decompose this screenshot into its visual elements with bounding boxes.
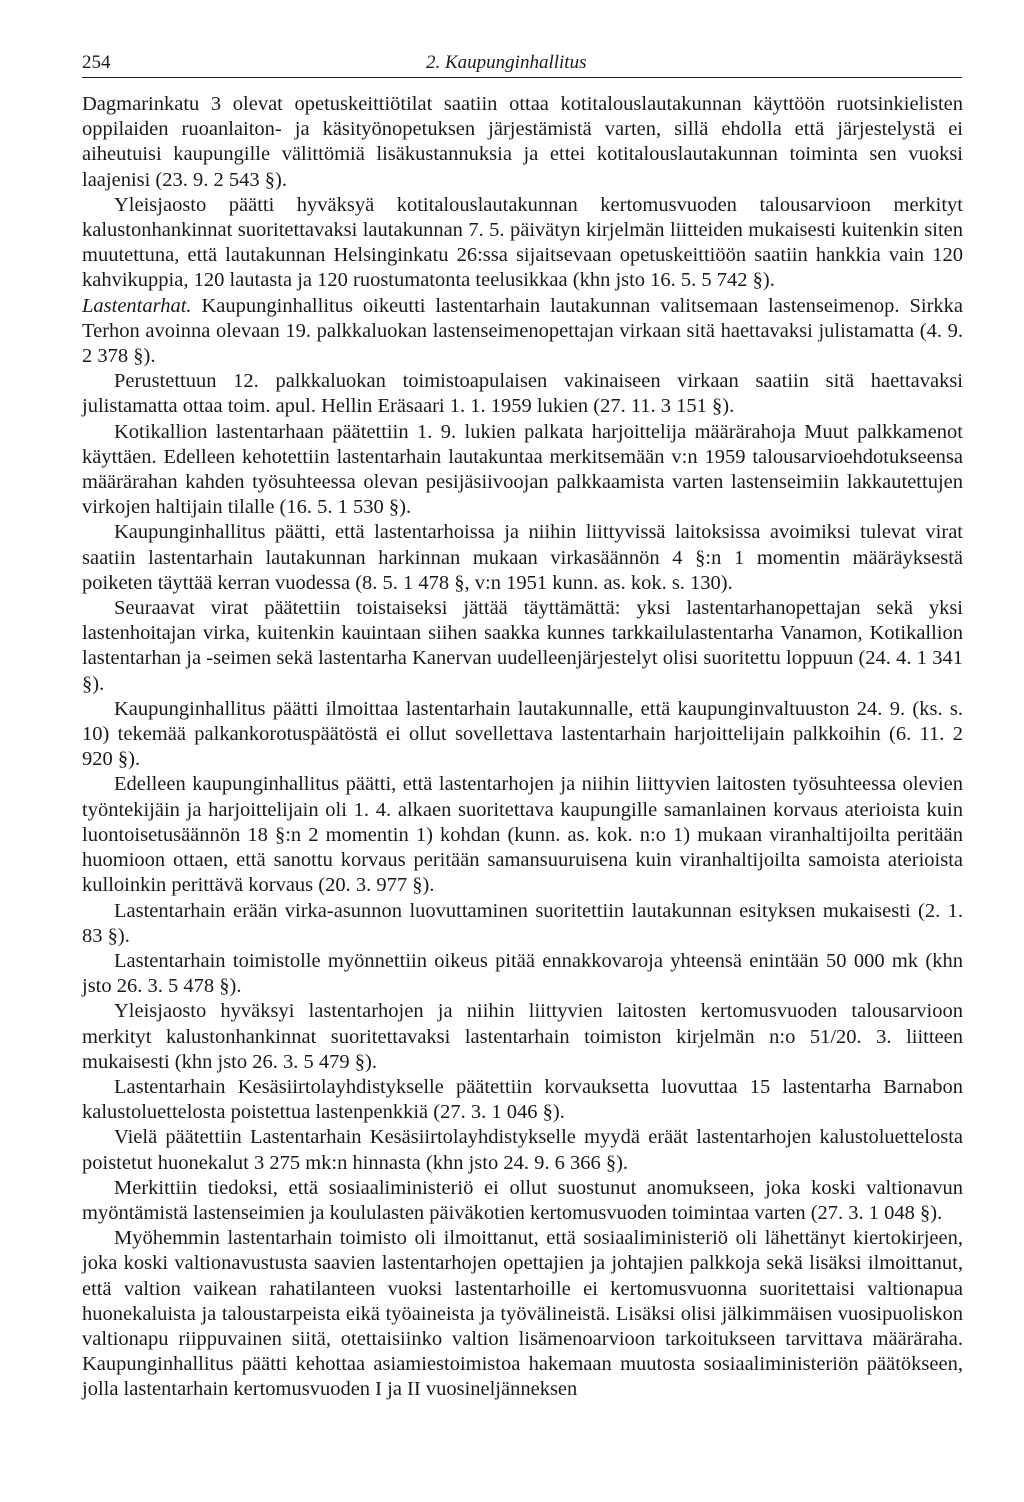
document-body: [82, 92, 963, 1403]
paragraph: Kaupunginhallitus päätti ilmoittaa lastentarhain lautakunnalle, että kaupunginvaltuuston 24. 9. (ks. s. 10) tekemää palkankorotuspäätöstä ei ollut sovellettava lastentarhain harjoittelijain palkkoihin (6. 11. 2 920 §).: [82, 697, 963, 771]
paragraph: Lastentarhain Kesäsiirtolayhdistykselle päätettiin korvauksetta luovuttaa 15 lastentarha Barnabon kalustoluettelosta poistettua lastenpenkkiä (27. 3. 1 046 §).: [82, 1075, 963, 1124]
paragraph: Kotikallion lastentarhaan päätettiin 1. 9. lukien palkata harjoittelija määrärahoja Muut palkkamenot käyttäen. Edelleen kehotettiin lastentarhain lautakuntaa merkitsemään v:n 1959 talousarvioehdotukseensa määrärahan kahden työsuhteessa olevan pesijäsiivoojan palkkaamista varten lastenseimiin lakkautettujen virkojen haltijain tilalle (16. 5. 1 530 §).: [82, 420, 963, 519]
paragraph: Dagmarinkatu 3 olevat opetuskeittiötilat saatiin ottaa kotitalouslautakunnan käyttöön ruotsinkielisten oppilaiden ruoanlaiton- ja käsityönopetuksen järjestämistä varten, sillä ehdolla että järjestelystä ei aiheutuisi kaupungille välittömiä lisäkustannuksia ja ettei kotitalouslautakunnan toiminta sen vuoksi laajenisi (23. 9. 2 543 §).: [82, 93, 963, 191]
paragraph: Lastentarhain erään virka-asunnon luovuttaminen suoritettiin lautakunnan esityksen mukaisesti (2. 1. 83 §).: [82, 899, 963, 947]
paragraph-text: Kaupunginhallitus oikeutti lastentarhain lautakunnan valitsemaan lastenseimenop. Sirkka Terhon avoinna olevaan 19. palkkaluokan lastenseimenopettajan virkaan sitä haettavaksi julistamatta (4. 9. 2 378 §).: [82, 294, 964, 368]
page-number: 254: [82, 52, 111, 73]
paragraph: Perustettuun 12. palkkaluokan toimistoapulaisen vakinaiseen virkaan saatiin sitä haettavaksi julistamatta ottaa toim. apul. Hellin Eräsaari 1. 1. 1959 lukien (27. 11. 3 151 §).: [82, 370, 963, 418]
paragraph: Vielä päätettiin Lastentarhain Kesäsiirtolayhdistykselle myydä eräät lastentarhojen kalustoluettelosta poistetut huonekalut 3 275 mk:n hinnasta (khn jsto 24. 9. 6 366 §).: [82, 1126, 963, 1174]
paragraph: [82, 294, 963, 370]
section-heading: Lastentarhat.: [82, 294, 192, 317]
page-header: [82, 52, 962, 76]
paragraph: Lastentarhain toimistolle myönnettiin oikeus pitää ennakkovaroja yhteensä enintään 50 000 mk (khn jsto 26. 3. 5 478 §).: [82, 949, 963, 998]
paragraph: Kaupunginhallitus päätti, että lastentarhoissa ja niihin liittyvissä laitoksissa avoimiksi tulevat virat saatiin lastentarhain lautakunnan harkinnan mukaan virkasäännön 4 §:n 1 momentin määräyksestä poiketen täyttää kerran vuodessa (8. 5. 1 478 §, v:n 1951 kunn. as. kok. s. 130).: [82, 521, 963, 594]
paragraph: Myöhemmin lastentarhain toimisto oli ilmoittanut, että sosiaaliministeriö oli lähettänyt kiertokirjeen, joka koski valtionavustusta saavien lastentarhojen opettajien ja johtajien palkkoja sekä lisäksi ilmoittanut, että valtion vaikean rahatilanteen vuoksi lastentarhoille ei kertomusvuonna suoritettaisi valtionapua huonekaluista ja taloustarpeista eikä työaineista ja työvälineistä. Lisäksi olisi jälkimmäisen vuosipuoliskon valtionapu riippuvainen siitä, otettaisiinko valtion lisämenoarvioon tarkoitukseen tarvittava määräraha. Kaupunginhallitus päätti kehottaa asiamiestoimistoa hakemaan muutosta sosiaaliministeriön päätökseen, jolla lastentarhain kertomusvuoden I ja II vuosineljänneksen: [82, 1227, 963, 1401]
paragraph: Yleisjaosto hyväksyi lastentarhojen ja niihin liittyvien laitosten kertomusvuoden talousarvioon merkityt kalustonhankinnat suoritettavaksi lastentarhain toimiston kirjelmän n:o 51/20. 3. liitteen mukaisesti (khn jsto 26. 3. 5 479 §).: [82, 1000, 963, 1073]
paragraph: Merkittiin tiedoksi, että sosiaaliministeriö ei ollut suostunut anomukseen, joka koski valtionavun myöntämistä lastenseimien ja koululasten päiväkotien kertomusvuoden toimintaa varten (27. 3. 1 048 §).: [82, 1176, 963, 1224]
paragraph: Yleisjaosto päätti hyväksyä kotitalouslautakunnan kertomusvuoden talousarvioon merkityt kalustonhankinnat suoritettavaksi lautakunnan 7. 5. päivätyn kirjelmän liitteiden mukaisesti kuitenkin siten muutettuna, että lautakunnan Helsinginkatu 26:ssa sijaitsevaan opetuskeittiöön saatiin hankkia vain 120 kahvikuppia, 120 lautasta ja 120 ruostumatonta teelusikkaa (khn jsto 16. 5. 5 742 §).: [82, 193, 963, 292]
paragraph: Seuraavat virat päätettiin toistaiseksi jättää täyttämättä: yksi lastentarhanopettajan sekä yksi lastenhoitajan virka, kuitenkin kauintaan siihen saakka kunnes tarkkailulastentarha Vanamon, Kotikallion lastentarhan ja -seimen sekä lastentarha Kanervan uudelleenjärjestelyt olisi suoritettu loppuun (24. 4. 1 341 §).: [82, 597, 963, 695]
running-title: 2. Kaupunginhallitus: [426, 52, 587, 73]
header-rule: [82, 77, 962, 78]
paragraph: Edelleen kaupunginhallitus päätti, että lastentarhojen ja niihin liittyvien laitosten työsuhteessa olevien työntekijäin ja harjoittelijain oli 1. 4. alkaen suoritettava kaupungille samanlainen korvaus aterioista kuin luontoisetusäännön 18 §:n 2 momentin 1) kohdan (kunn. as. kok. n:o 1) mukaan viranhaltijoilta peritään huomioon ottaen, että sanottu korvaus peritään samansuuruisena kuin viranhaltijoilta samoista aterioista kulloinkin perittävä korvaus (20. 3. 977 §).: [82, 773, 963, 897]
